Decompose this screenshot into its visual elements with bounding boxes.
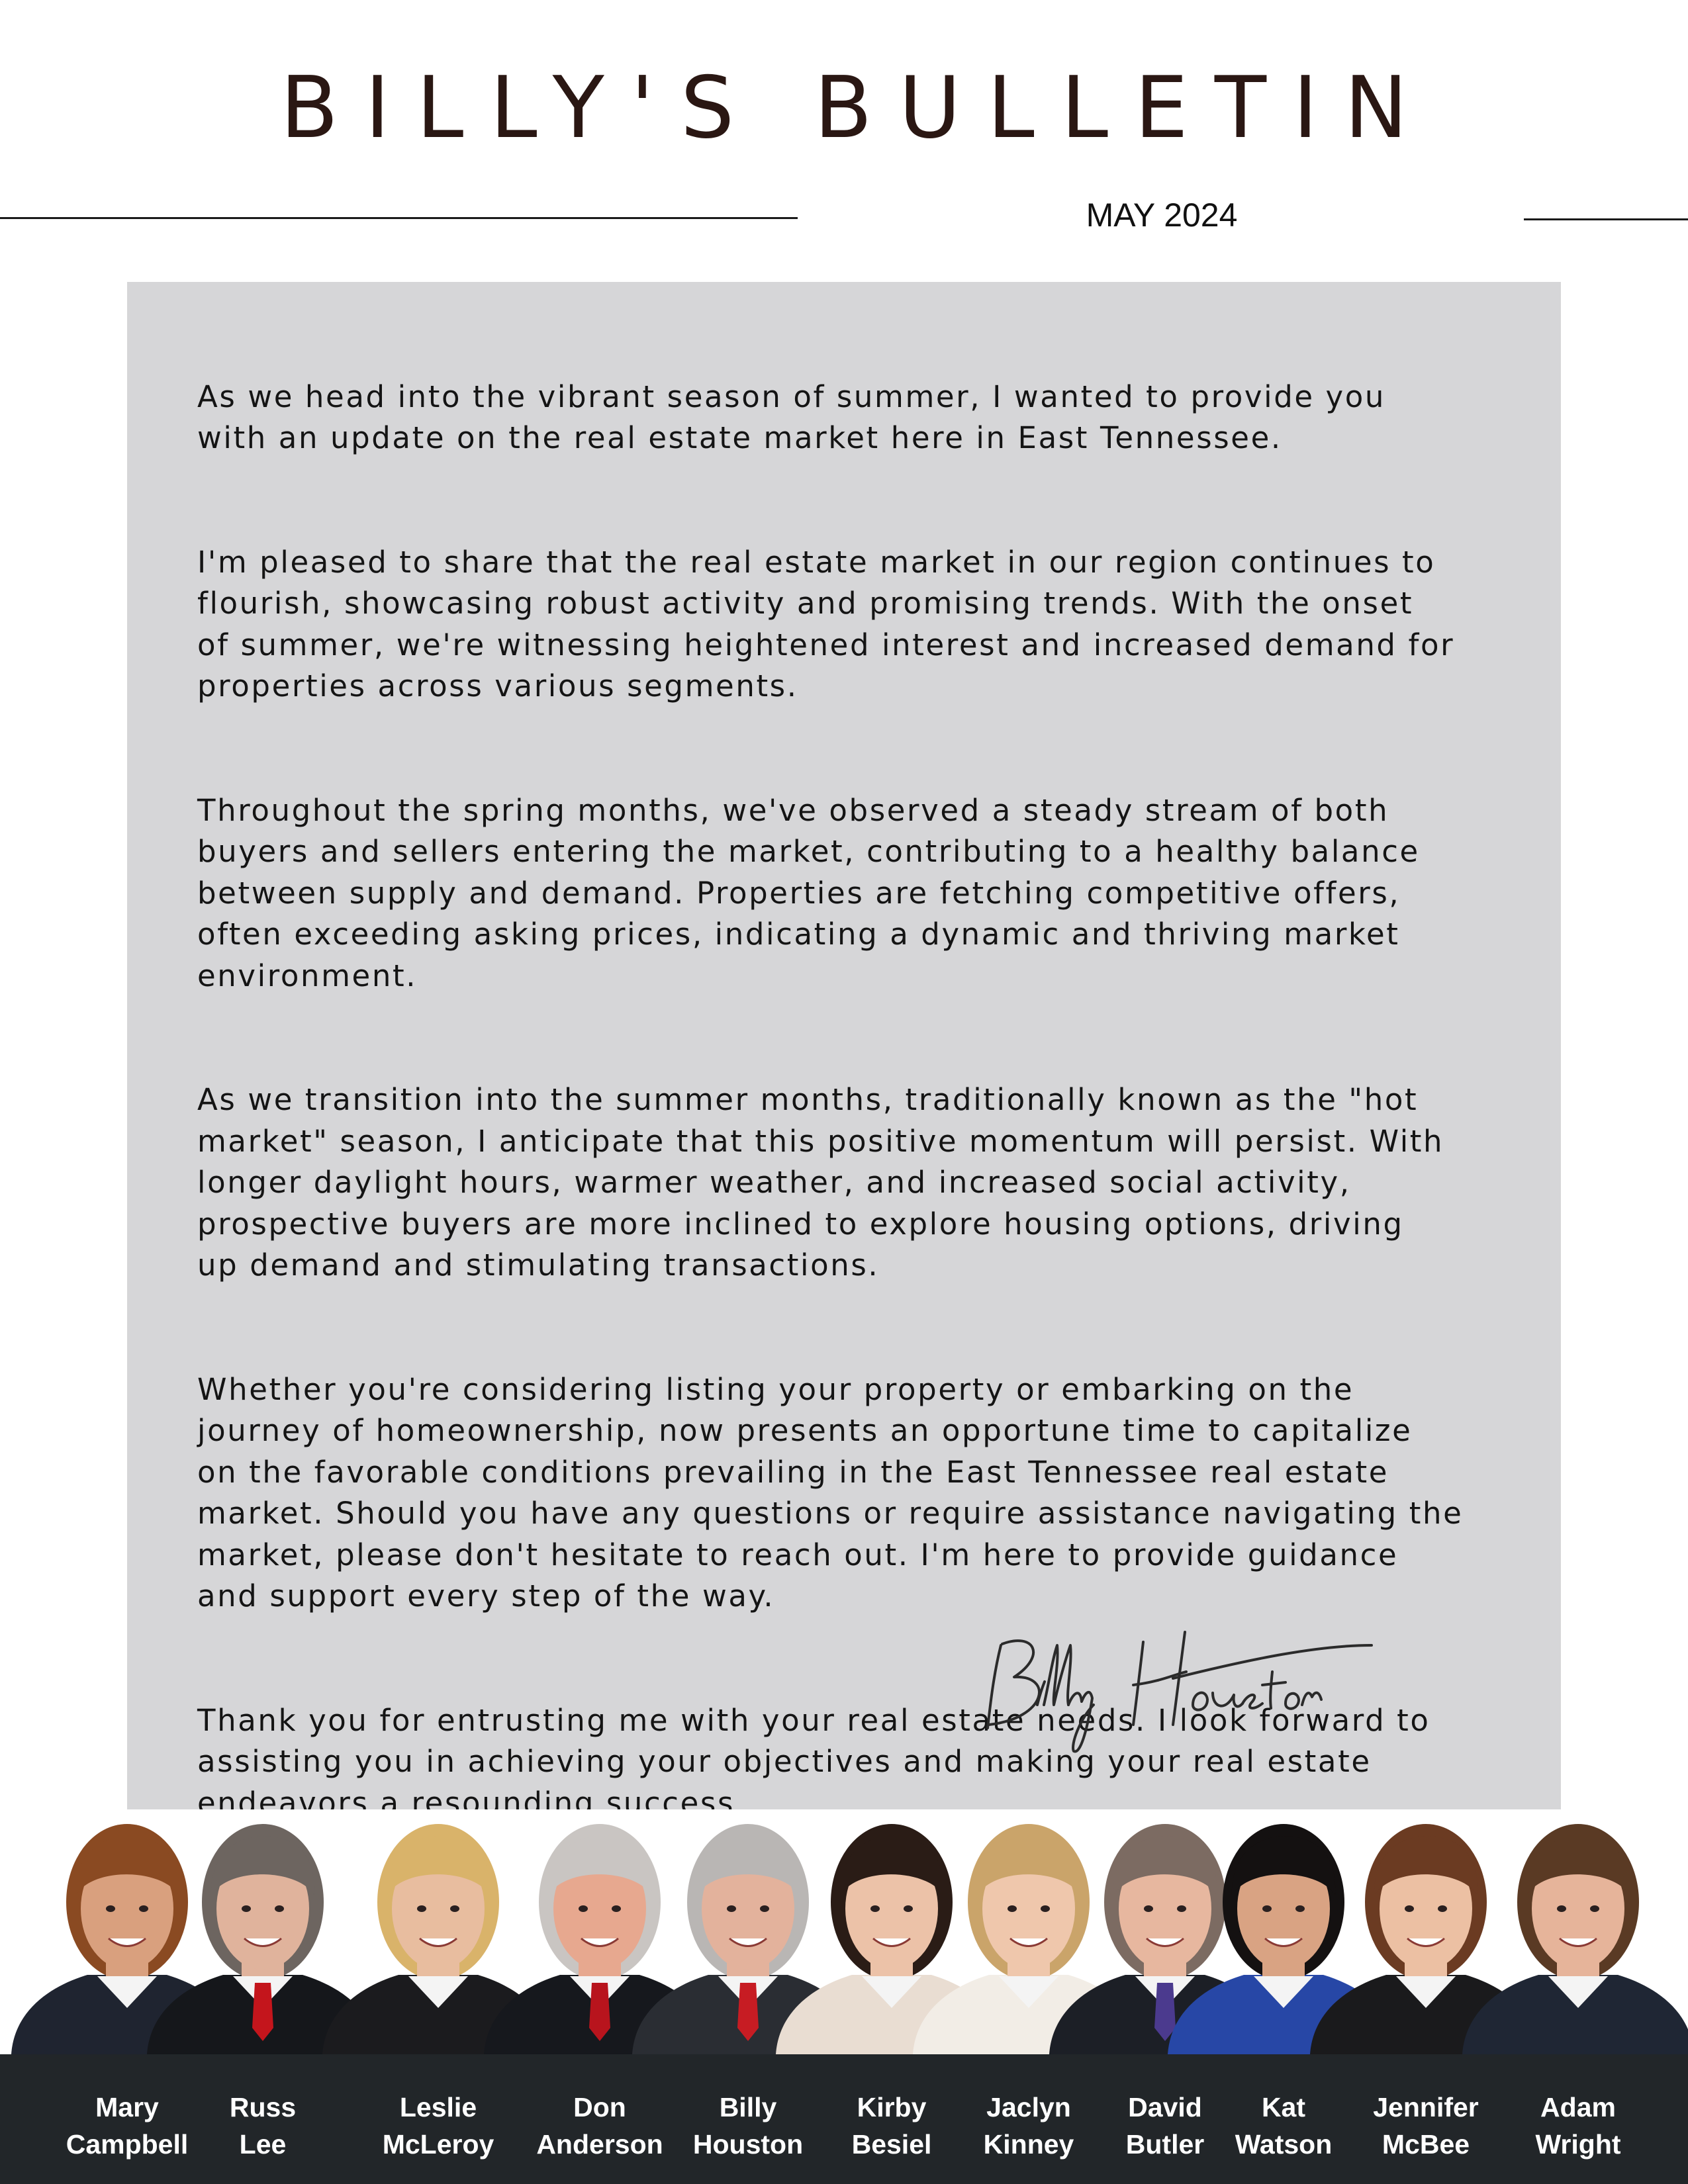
team-member-first-name: Jennifer xyxy=(1373,2092,1479,2122)
team-member-last-name: Lee xyxy=(239,2129,287,2160)
team-member-last-name: Besiel xyxy=(851,2129,932,2160)
team-member-last-name: Wright xyxy=(1535,2129,1621,2160)
team-photo-strip xyxy=(0,1809,1688,2054)
team-member-last-name: Campbell xyxy=(66,2129,189,2160)
letter-panel xyxy=(127,282,1561,1821)
team-member-name xyxy=(536,2089,663,2163)
team-member-name xyxy=(693,2089,803,2163)
team-member-name xyxy=(984,2089,1074,2163)
team-member-name xyxy=(230,2089,296,2163)
team-member-last-name: Houston xyxy=(692,2129,804,2160)
team-member-name xyxy=(1235,2089,1333,2163)
team-member-name xyxy=(1535,2089,1620,2163)
issue-date: MAY 2024 xyxy=(1086,197,1238,234)
team-member-name xyxy=(1126,2089,1204,2163)
letter-paragraph: Whether you're considering listing your property or embarking on the journey of homeownership, now presents an opportune time to capitalize on the favorable conditions prevailing in the East Tennessee real estate market. Should you have any questions or require assistance navigating the market, please don't hesitate to reach out. I'm here to provide guidance and support every step of the way. xyxy=(197,1371,1464,1614)
team-member-name xyxy=(852,2089,932,2163)
team-member-last-name: Watson xyxy=(1235,2129,1333,2160)
signature xyxy=(974,1619,1385,1764)
letter-paragraph: As we transition into the summer months, traditionally known as the "hot market" season, I anticipate that this positive momentum will persist. With longer daylight hours, warmer weather, and increased social activity, prospective buyers are more inclined to explore housing options, driving up demand and stimulating transactions. xyxy=(197,1082,1444,1283)
team-member-last-name: Butler xyxy=(1125,2129,1205,2160)
team-portrait xyxy=(1462,1824,1688,2054)
team-member-first-name: Don xyxy=(573,2092,626,2122)
team-member-last-name: McBee xyxy=(1382,2129,1470,2160)
team-member-first-name: Leslie xyxy=(399,2092,477,2122)
team-name-bar xyxy=(0,2054,1688,2184)
team-member-first-name: Kat xyxy=(1261,2092,1306,2122)
team-member-first-name: Billy xyxy=(719,2092,777,2122)
team-member-first-name: Adam xyxy=(1540,2092,1616,2122)
header-rule-right xyxy=(1524,218,1688,220)
letter-paragraph: Throughout the spring months, we've observed a steady stream of both buyers and sellers entering the market, contributing to a healthy balance between supply and demand. Properties are fetching competitive offers, often exceeding asking prices, indicating a dynamic and thriving market environment. xyxy=(197,792,1420,993)
letter-paragraph: As we head into the vibrant season of summer, I wanted to provide you with an update on the real estate market here in East Tennessee. xyxy=(197,379,1386,455)
team-member-first-name: Kirby xyxy=(857,2092,927,2122)
team-member-name xyxy=(66,2089,189,2163)
team-member-first-name: Russ xyxy=(229,2092,297,2122)
letter-paragraph: Thank you for entrusting me with your real estate needs. I look forward to assisting you in achieving your objectives and making your real estate endeavors a resounding success. xyxy=(197,1702,1430,1821)
team-member-first-name: David xyxy=(1128,2092,1202,2122)
team-member-last-name: Kinney xyxy=(983,2129,1074,2160)
letter-paragraph: I'm pleased to share that the real estate market in our region continues to flourish, showcasing robust activity and promising trends. With the onset of summer, we're witnessing heightened interest and increased demand for properties across various segments. xyxy=(197,544,1455,704)
team-member-last-name: Anderson xyxy=(536,2129,663,2160)
team-member-first-name: Mary xyxy=(95,2092,159,2122)
team-member-name xyxy=(1373,2089,1479,2163)
team-member-first-name: Jaclyn xyxy=(986,2092,1071,2122)
team-member-last-name: McLeroy xyxy=(382,2129,494,2160)
team-member-name xyxy=(383,2089,494,2163)
bulletin-title: BILLY'S BULLETIN xyxy=(280,59,1434,158)
header-rule-left xyxy=(0,217,798,219)
